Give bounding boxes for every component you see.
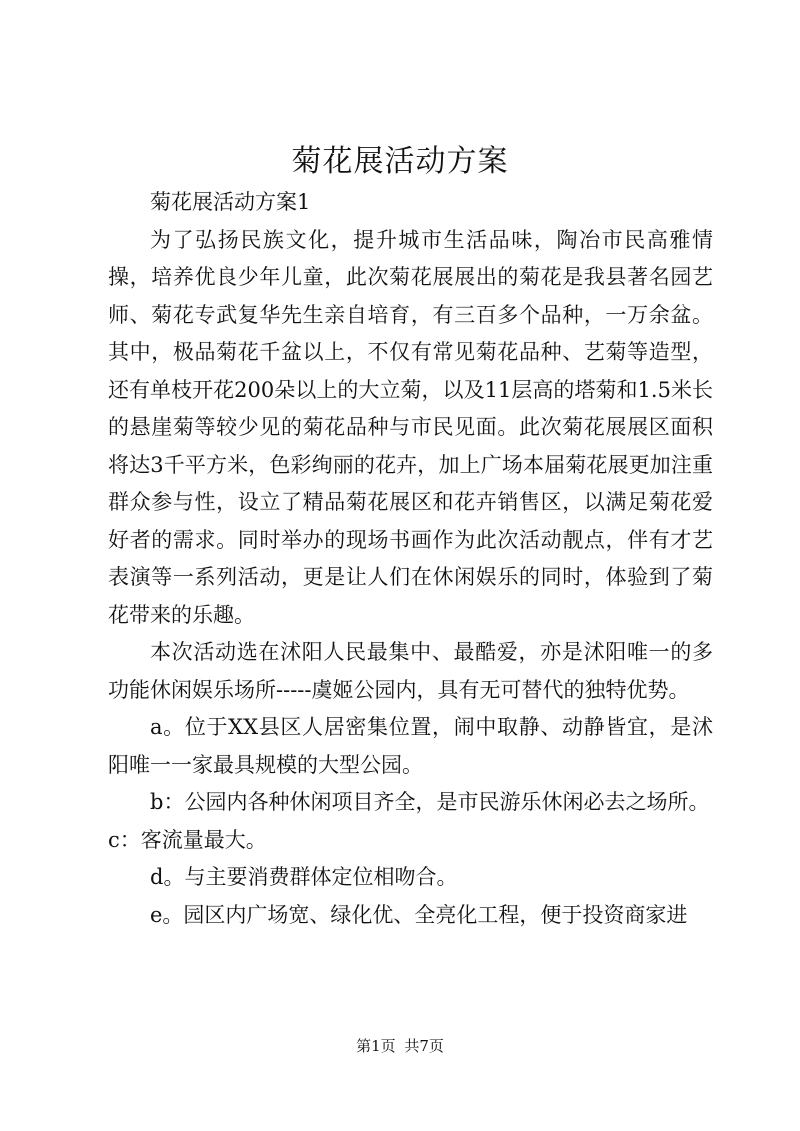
page-title: 菊花展活动方案 (291, 144, 509, 179)
list-item-a: a。位于XX县区人居密集位置，闹中取静、动静皆宜，是沭阳唯一一家最具规模的大型公园。 (108, 715, 713, 777)
list-item-c: c：客流量最大。 (108, 827, 267, 852)
page-footer (0, 1035, 800, 1057)
list-item-d: d。与主要消费群体定位相吻合。 (150, 865, 458, 889)
list-item-e: e。园区内广场宽、绿化优、全亮化工程，便于投资商家进 (150, 902, 688, 927)
paragraph-venue: 本次活动选在沭阳人民最集中、最酷爱，亦是沭阳唯一的多功能休闲娱乐场所-----虞姬公园内，具有无可替代的独特优势。 (108, 640, 713, 702)
page-total: 共7页 (404, 1037, 444, 1055)
section-heading: 菊花展活动方案1 (150, 190, 311, 214)
list-item-b: b：公园内各种休闲项目齐全，是市民游乐休闲必去之场所。 (150, 790, 710, 814)
paragraph-intro: 为了弘扬民族文化，提升城市生活品味，陶冶市民高雅情操，培养优良少年儿童，此次菊花展展出的菊花是我县著名园艺师、菊花专武复华先生亲自培育，有三百多个品种，一万余盆。其中，极品菊花千盆以上，不仅有常见菊花品种、艺菊等造型，还有单枝开花200朵以上的大立菊，以及11层高的塔菊和1.5米长的悬崖菊等较少见的菊花品种与市民见面。此次菊花展展区面积将达3千平方米，色彩绚丽的花卉，加上广场本届菊花展更加注重群众参与性，设立了精品菊花展区和花卉销售区，以满足菊花爱好者的需求。同时举办的现场书画作为此次活动靓点，伴有才艺表演等一系列活动，更是让人们在休闲娱乐的同时，体验到了菊花带来的乐趣。 (108, 227, 713, 627)
document-body (108, 184, 713, 934)
page-number: 第1页 (356, 1037, 396, 1055)
